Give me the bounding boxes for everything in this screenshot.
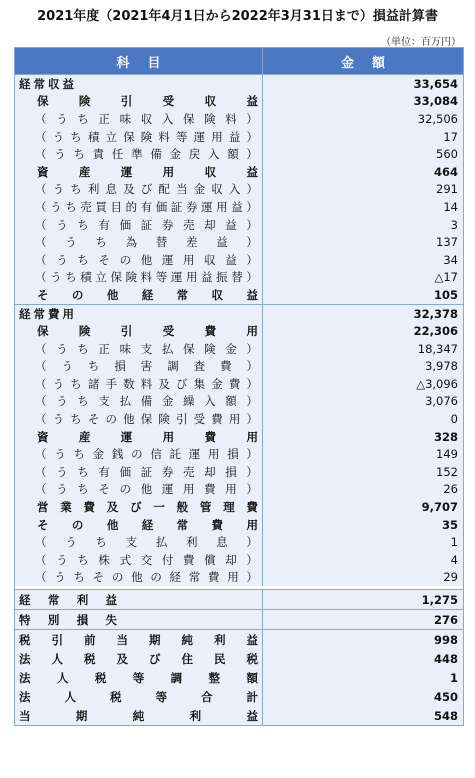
table-row [15,358,463,376]
table-row [15,322,463,340]
table-body [15,74,463,725]
table-row [15,533,463,551]
row-value: 22,306 [413,324,458,339]
row-value: 18,347 [417,341,458,356]
table-row [15,551,463,569]
row-label [15,340,263,358]
table-row [15,649,463,668]
row-value: 33,084 [413,94,458,109]
row-label [15,649,263,668]
row-label [15,286,263,304]
row-label [15,233,263,251]
row-label-text: 経 常 利 益 [19,592,118,607]
table-row [15,375,463,393]
row-value: 0 [450,412,458,427]
row-label [15,551,263,569]
table-group [15,304,463,587]
row-value: 3 [450,217,458,232]
row-label [15,410,263,428]
row-label-text: （ う ち 責 任 準 備 金 戻 入 額 ） [35,147,258,162]
row-label-text: （ う ち 支 払 利 息 ） [35,535,258,550]
row-label-text: 法 人 税 及 び 住 民 税 [19,651,258,666]
row-value: 17 [443,129,458,144]
row-label [15,630,263,649]
table-row [15,110,463,128]
row-label [15,590,263,609]
row-label [15,375,263,393]
row-label-text: （ う ち そ の 他 運 用 収 益 ） [35,252,258,267]
row-value: 137 [436,235,458,250]
row-label [15,181,263,199]
row-label [15,445,263,463]
row-label-text: （ う ち 積 立 保 険 料 等 運 用 益 振 替 ） [35,270,258,285]
table-row [15,610,463,629]
row-label-text: （ う ち 支 払 備 金 繰 入 額 ） [35,394,258,409]
row-label [15,610,263,629]
header-amount: 金額 [340,55,403,71]
table-row [15,393,463,411]
row-label-text: （ う ち 為 替 差 益 ） [35,235,258,250]
row-value: 464 [433,164,458,179]
table-row [15,428,463,446]
unit-label: （単位：百万円） [381,37,461,48]
table-row [15,305,463,323]
table-row [15,163,463,181]
row-label-text: そ の 他 経 常 費 用 [37,517,258,532]
table-row [15,145,463,163]
row-value: 105 [433,287,458,302]
row-label-text: 当 期 純 利 益 [19,708,258,723]
row-value: 35 [441,517,458,532]
row-label [15,163,263,181]
table-row [15,75,463,93]
row-label-text: （ う ち 諸 手 数 料 及 び 集 金 費 ） [35,376,258,391]
row-label [15,128,263,146]
row-label-text: 経常費用 [19,306,77,321]
row-label-text: 税 引 前 当 期 純 利 益 [19,632,258,647]
row-value: 276 [433,612,458,627]
row-label [15,358,263,376]
row-value: 450 [433,689,458,704]
row-label-text: 営 業 費 及 び 一 般 管 理 費 [37,500,258,515]
table-row [15,198,463,216]
row-label [15,145,263,163]
row-value: △17 [434,270,458,285]
row-label-text: （ う ち 利 息 及 び 配 当 金 収 入 ） [35,182,258,197]
table-group [15,609,463,629]
row-label [15,533,263,551]
row-label-text: （ う ち そ の 他 の 経 常 費 用 ） [35,570,258,585]
row-value: 32,506 [417,111,458,126]
header-item: 科目 [15,48,263,74]
row-label-text: 経常収益 [19,76,77,91]
table-row [15,128,463,146]
row-value: 149 [436,447,458,462]
table-row [15,410,463,428]
row-label [15,706,263,725]
row-label-text: （ う ち そ の 他 保 険 引 受 費 用 ） [35,412,258,427]
row-label [15,305,263,323]
row-label-text: そ の 他 経 常 収 益 [37,287,258,302]
table-row [15,269,463,287]
row-label [15,198,263,216]
row-label [15,393,263,411]
row-value: 3,076 [425,394,458,409]
row-value: 26 [443,482,458,497]
row-label-text: 資 産 運 用 費 用 [37,429,258,444]
row-label [15,569,263,587]
row-label-text: （ う ち 売 買 目 的 有 価 証 券 運 用 益 ） [35,199,258,214]
row-label-text: （ う ち 正 味 収 入 保 険 料 ） [35,111,258,126]
row-label-text: （ う ち 損 害 調 査 費 ） [35,359,258,374]
row-value: 33,654 [413,76,458,91]
table-group [15,589,463,609]
income-statement-table [14,47,464,726]
row-label-text: （ う ち そ の 他 運 用 費 用 ） [35,482,258,497]
row-label-text: 法 人 税 等 調 整 額 [19,670,258,685]
table-row [15,630,463,649]
table-row [15,181,463,199]
row-value: 548 [433,708,458,723]
row-value: 14 [443,199,458,214]
row-label [15,93,263,111]
table-row [15,516,463,534]
page-title: 2021年度（2021年4月1日から2022年3月31日まで）損益計算書 [37,9,438,24]
row-value: 32,378 [413,306,458,321]
row-label [15,269,263,287]
table-group [15,629,463,725]
row-value: 3,978 [425,359,458,374]
row-value: 29 [443,570,458,585]
row-label [15,687,263,706]
row-value: 1,275 [421,592,458,607]
row-label [15,251,263,269]
row-value: 34 [443,252,458,267]
row-label-text: 法 人 税 等 合 計 [19,689,258,704]
table-row [15,445,463,463]
table-header [15,48,463,74]
table-row [15,687,463,706]
table-row [15,340,463,358]
row-label-text: 資 産 運 用 収 益 [37,164,258,179]
row-label [15,428,263,446]
row-label [15,110,263,128]
table-row [15,216,463,234]
row-value: 291 [436,182,458,197]
table-row [15,668,463,687]
row-label [15,463,263,481]
table-row [15,93,463,111]
table-row [15,251,463,269]
row-label-text: （ う ち 積 立 保 険 料 等 運 用 益 ） [35,129,258,144]
table-row [15,498,463,516]
table-row [15,463,463,481]
row-value: 328 [433,429,458,444]
row-value: 448 [433,651,458,666]
row-label [15,322,263,340]
row-value: 998 [433,632,458,647]
table-row [15,481,463,499]
row-label-text: 特 別 損 失 [19,612,118,627]
row-label [15,216,263,234]
row-label-text: （ う ち 株 式 交 付 費 償 却 ） [35,552,258,567]
row-label-text: （ う ち 正 味 支 払 保 険 金 ） [35,341,258,356]
row-label-text: （ う ち 金 銭 の 信 託 運 用 損 ） [35,447,258,462]
row-value: 152 [436,464,458,479]
row-value: 4 [450,552,458,567]
row-label [15,75,263,93]
table-row [15,286,463,304]
row-label-text: 保 険 引 受 費 用 [37,324,258,339]
table-row [15,706,463,725]
row-value: 9,707 [421,500,458,515]
row-label [15,516,263,534]
row-label-text: （ う ち 有 価 証 券 売 却 益 ） [35,217,258,232]
table-row [15,590,463,609]
row-label-text: 保 険 引 受 収 益 [37,94,258,109]
table-row [15,233,463,251]
row-label [15,498,263,516]
table-group [15,74,463,304]
row-label [15,481,263,499]
table-row [15,569,463,587]
row-value: 560 [436,147,458,162]
row-label-text: （ う ち 有 価 証 券 売 却 損 ） [35,464,258,479]
row-value: 1 [449,670,458,685]
row-label [15,668,263,687]
row-value: 1 [450,535,458,550]
row-value: △3,096 [416,376,458,391]
